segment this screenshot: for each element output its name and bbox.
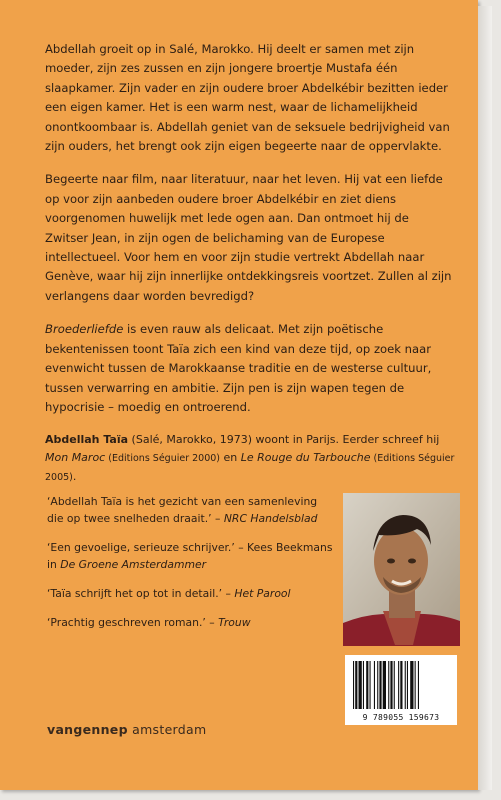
press-quote: ‘Abdellah Taïa is het gezicht van een samenleving die op twee snelheden draait.’ – NRC Handelsblad — [47, 495, 318, 525]
page-edge — [478, 6, 492, 790]
book-title: Broederliefde — [45, 322, 124, 337]
blurb-paragraph-2: Begeerte naar film, naar literatuur, naar het leven. Hij vat een liefde op voor zijn aanbeden oudere broer Abdelkébir en ziet diens voorgenomen huwelijk met lede ogen aan. Dan ontmoet hij de Zwitser Jean, in zijn ogen de belichaming van de Europese intellectueel. Voor hem en voor zijn studie vertrekt Abdellah naar Genève, waar hij zijn innerlijke ontdekkingsreis voortzet. Zullen al zijn verlangens daar worden bevredigd? — [45, 172, 452, 303]
barcode — [345, 655, 457, 725]
earlier-book-2: Le Rouge du Tarbouche — [240, 451, 371, 465]
blurb-paragraph-3-text: is even rauw als delicaat. Met zijn poëtische bekentenissen toont Taïa zich een kind van deze tijd, op zoek naar evenwicht tussen de Marokkaanse traditie en de westerse cultuur, tussen verwarring en ambitie. Zijn pen is zijn wapen tegen de hypocrisie – moedig en ontroerend. — [45, 322, 432, 414]
earlier-book-1: Mon Maroc — [45, 451, 106, 465]
quote-source: Trouw — [218, 616, 251, 629]
author-name: Abdellah Taïa — [45, 433, 129, 447]
press-quote: ‘Taïa schrijft het op tot in detail.’ – Het Parool — [47, 587, 291, 600]
quote-source: Het Parool — [234, 587, 291, 600]
press-quotes — [47, 493, 337, 643]
blurb-paragraph-3 — [45, 320, 455, 417]
press-quote: ‘Prachtig geschreven roman.’ – Trouw — [47, 616, 251, 629]
isbn-number: 9 789055 159673 — [362, 713, 440, 722]
quote-source: De Groene Amsterdammer — [60, 558, 207, 571]
author-bio: Abdellah Taïa (Salé, Marokko, 1973) woont in Parijs. Eerder schreef hij Mon Maroc (Editions Séguier 2000) en Le Rouge du Tarbouche (Editions Séguier 2005). — [45, 433, 455, 484]
publisher-logo: vangennep amsterdam — [47, 722, 207, 737]
quote-source: NRC Handelsblad — [223, 512, 318, 525]
author-photo — [343, 493, 460, 646]
blurb-paragraph-1: Abdellah groeit op in Salé, Marokko. Hij deelt er samen met zijn moeder, zijn zes zussen en zijn jongere broertje Mustafa één slaapkamer. Zijn vader en zijn oudere broer Abdelkébir bezitten ieder een eigen kamer. Het is een warm nest, waar de lichamelijkheid onontkoombaar is. Abdellah geniet van de seksuele bedrijvigheid van zijn ouders, het brengt ook zijn eigen begeerte naar de oppervlakte. — [45, 42, 450, 154]
blurb-text — [45, 40, 455, 487]
press-quote: ‘Een gevoelige, serieuze schrijver.’ – Kees Beekmans in De Groene Amsterdammer — [47, 541, 333, 571]
